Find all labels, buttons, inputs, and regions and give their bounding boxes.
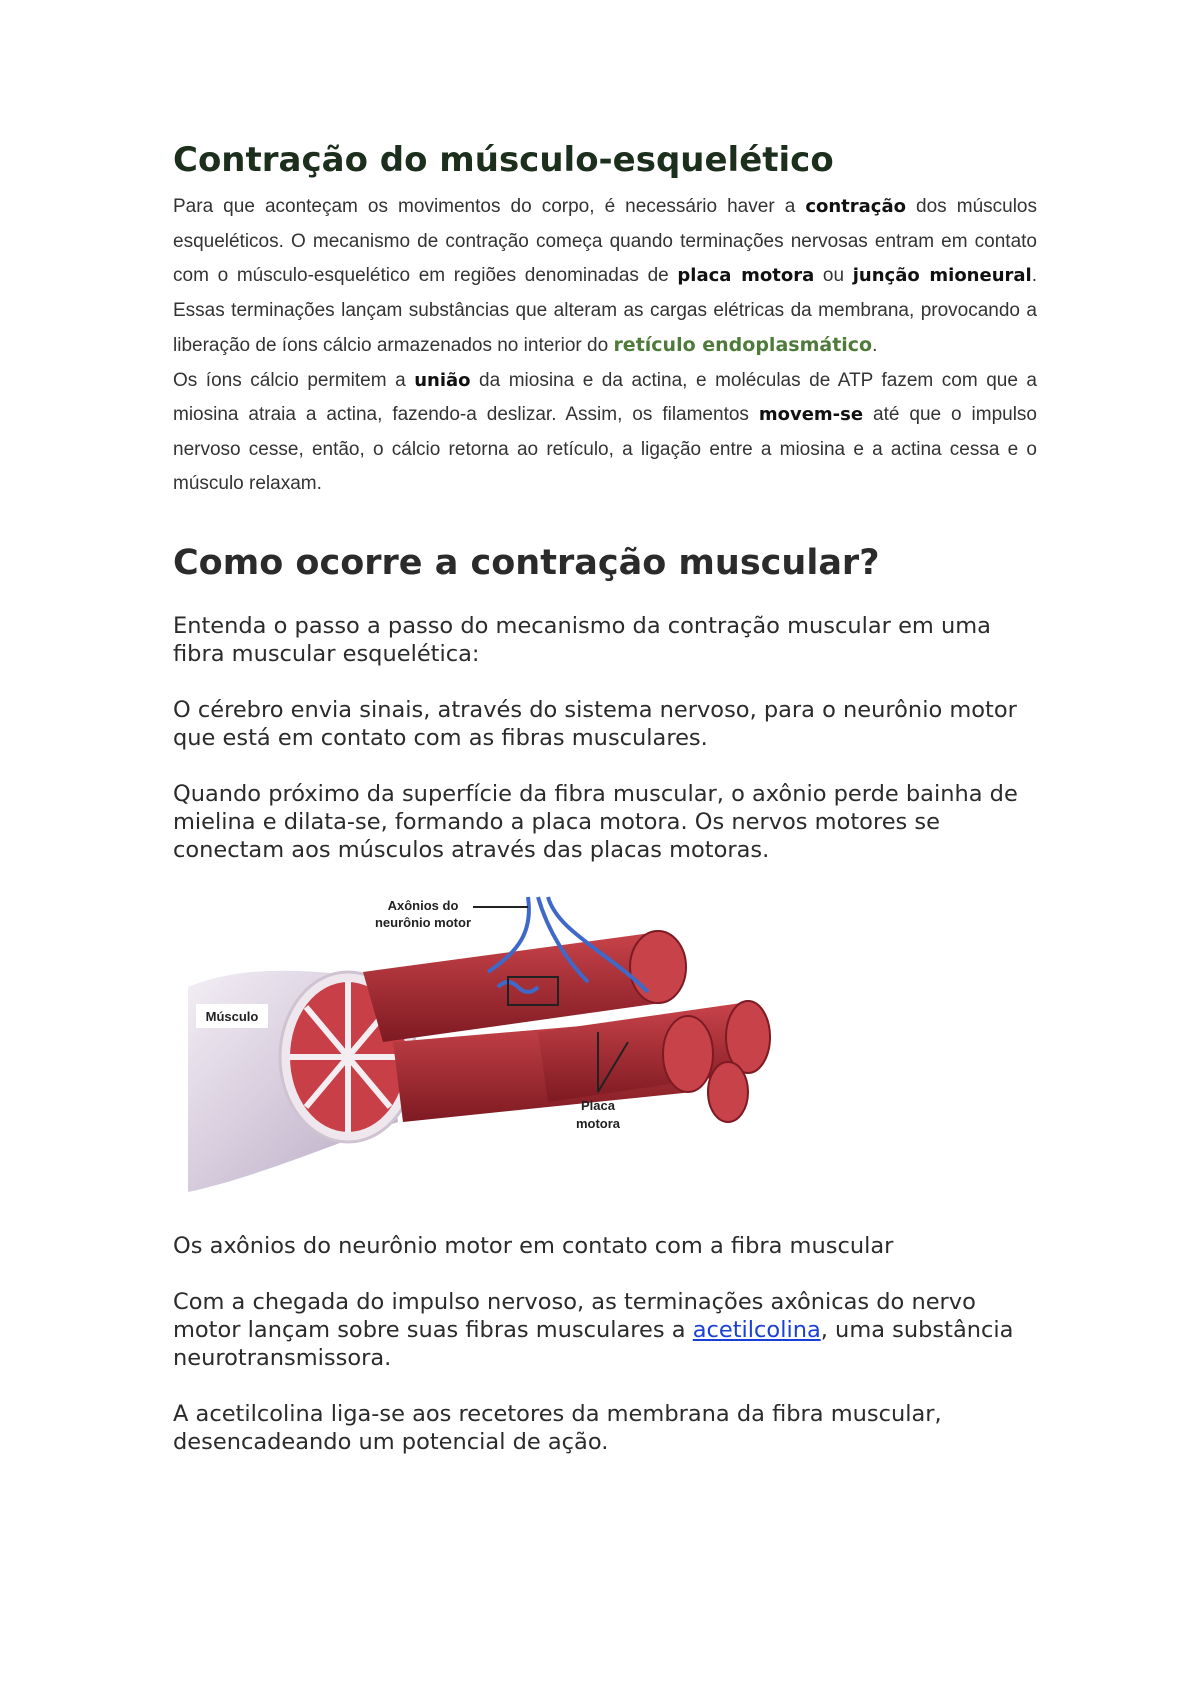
text-run: Para que aconteçam os movimentos do corpo, é necessário haver a bbox=[173, 196, 806, 217]
text-run: ou bbox=[814, 265, 853, 286]
text-run: . Essas terminações lançam substâncias que alteram as cargas elétricas da membrana, provocando a liberação de íons cálcio armazenados no interior do bbox=[173, 265, 1037, 356]
label-placa-1: Placa bbox=[581, 1097, 615, 1113]
label-axonios-2: neurônio motor bbox=[374, 914, 472, 930]
muscle-diagram bbox=[188, 892, 788, 1192]
fiber-end bbox=[630, 931, 686, 1003]
step3-paragraph bbox=[173, 1288, 1037, 1372]
label-placa-2: motora bbox=[575, 1115, 621, 1131]
bold-term: junção mioneural bbox=[852, 265, 1032, 286]
label-musculo: Músculo bbox=[205, 1008, 259, 1024]
bold-term: placa motora bbox=[677, 265, 815, 286]
bold-term: união bbox=[414, 369, 471, 391]
text-run: até que o impulso nervoso cesse, então, o cálcio retorna ao retículo, a ligação entre a miosina e a actina cessa e o músculo relaxam. bbox=[173, 404, 1038, 494]
text-run: dos músculos esqueléticos. O mecanismo de contração começa quando terminações nervosas entram em contato com o músculo-esquelético em regiões denominadas de bbox=[173, 196, 1037, 286]
bold-term: movem-se bbox=[758, 404, 864, 425]
text-run: . bbox=[872, 335, 878, 356]
paragraph-contracao bbox=[173, 190, 1037, 364]
step2-paragraph: Quando próximo da superfície da fibra muscular, o axônio perde bainha de mielina e dilata-se, formando a placa motora. Os nervos motores se conectam aos músculos através das placas motoras. bbox=[173, 780, 1018, 863]
bold-term: contração bbox=[805, 196, 906, 217]
fiber-end bbox=[708, 1062, 748, 1122]
page-title: Contração do músculo-esquelético bbox=[173, 140, 834, 180]
step1-paragraph: O cérebro envia sinais, através do sistema nervoso, para o neurônio motor que está em contato com as fibras musculares. bbox=[173, 696, 1017, 751]
section-heading: Como ocorre a contração muscular? bbox=[173, 542, 880, 583]
intro-paragraph: Entenda o passo a passo do mecanismo da contração muscular em uma fibra muscular esquelética: bbox=[173, 612, 991, 667]
document-page bbox=[173, 140, 1037, 1484]
text-run: Com a chegada do impulso nervoso, as terminações axônicas do nervo motor lançam sobre suas fibras musculares a bbox=[173, 1288, 976, 1343]
paragraph-ions bbox=[173, 364, 1037, 502]
text-run: Os íons cálcio permitem a bbox=[173, 369, 415, 391]
step4-paragraph: A acetilcolina liga-se aos recetores da membrana da fibra muscular, desencadeando um potencial de ação. bbox=[173, 1400, 942, 1455]
acetilcolina-link[interactable]: acetilcolina bbox=[692, 1316, 821, 1343]
fiber-end bbox=[663, 1016, 713, 1092]
figure-caption: Os axônios do neurônio motor em contato com a fibra muscular bbox=[173, 1232, 894, 1259]
label-axonios-1: Axônios do bbox=[387, 897, 459, 913]
reticulo-link[interactable]: retículo endoplasmático bbox=[613, 334, 873, 356]
text-run: , uma substância neurotransmissora. bbox=[173, 1316, 1014, 1371]
muscle-illustration bbox=[188, 892, 788, 1192]
text-run: da miosina e da actina, e moléculas de ATP fazem com que a miosina atraia a actina, fazendo-a deslizar. Assim, os filamentos bbox=[173, 369, 1037, 425]
